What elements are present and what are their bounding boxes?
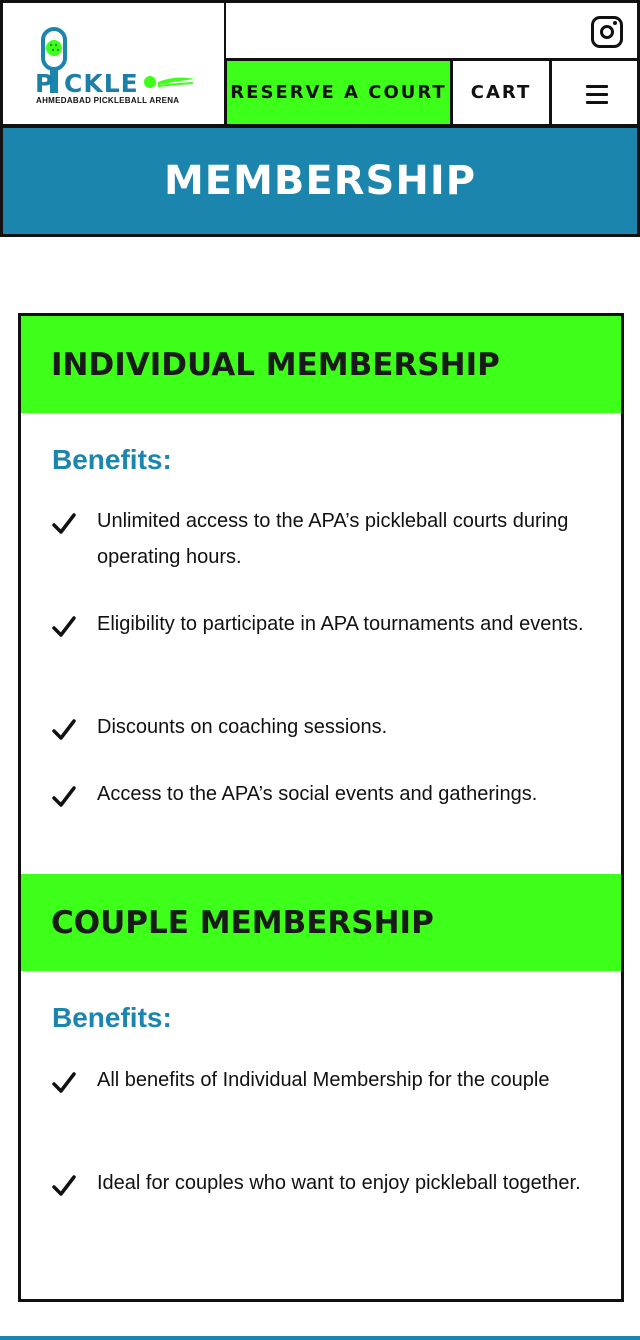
section-heading: COUPLE MEMBERSHIP <box>51 904 434 941</box>
checkmark-icon <box>51 1173 77 1199</box>
page-bottom-divider <box>0 1336 640 1340</box>
benefit-text: Unlimited access to the APA’s pickleball courts during operating hours. <box>97 510 569 568</box>
site-header <box>0 0 640 128</box>
logo-swoosh-icon <box>141 73 197 93</box>
cart-button[interactable]: CART <box>450 58 552 127</box>
menu-button[interactable] <box>549 58 640 127</box>
logo[interactable] <box>0 0 226 127</box>
page-title-bar <box>0 125 640 237</box>
checkmark-icon <box>51 614 77 640</box>
benefit-text: All benefits of Individual Membership for the couple <box>97 1069 550 1091</box>
section-header-couple <box>21 874 621 971</box>
section-heading: INDIVIDUAL MEMBERSHIP <box>51 346 500 383</box>
checkmark-icon <box>51 717 77 743</box>
section-header-individual <box>21 316 621 413</box>
logo-tagline: AHMEDABAD PICKLEBALL ARENA <box>36 96 180 105</box>
hamburger-menu-icon <box>586 101 608 104</box>
logo-wordmark: P CKLE <box>35 69 139 98</box>
benefits-title: Benefits: <box>52 1002 172 1033</box>
checkmark-icon <box>51 511 77 537</box>
reserve-court-button[interactable]: RESERVE A COURT <box>224 58 453 127</box>
benefit-text: Eligibility to participate in APA tournaments and events. <box>97 613 584 635</box>
instagram-dot <box>613 21 617 25</box>
benefit-text: Ideal for couples who want to enjoy pickleball together. <box>97 1172 581 1194</box>
benefit-text: Access to the APA’s social events and gatherings. <box>97 783 538 805</box>
hamburger-menu-icon <box>586 85 608 88</box>
benefit-text: Discounts on coaching sessions. <box>97 716 388 738</box>
checkmark-icon <box>51 784 77 810</box>
instagram-lens <box>600 25 614 39</box>
social-bar <box>224 0 640 61</box>
hamburger-menu-icon <box>586 93 608 96</box>
benefits-title: Benefits: <box>52 444 172 475</box>
page-title: MEMBERSHIP <box>163 158 477 204</box>
membership-card <box>18 313 624 1302</box>
instagram-icon[interactable] <box>591 16 623 48</box>
checkmark-icon <box>51 1070 77 1096</box>
